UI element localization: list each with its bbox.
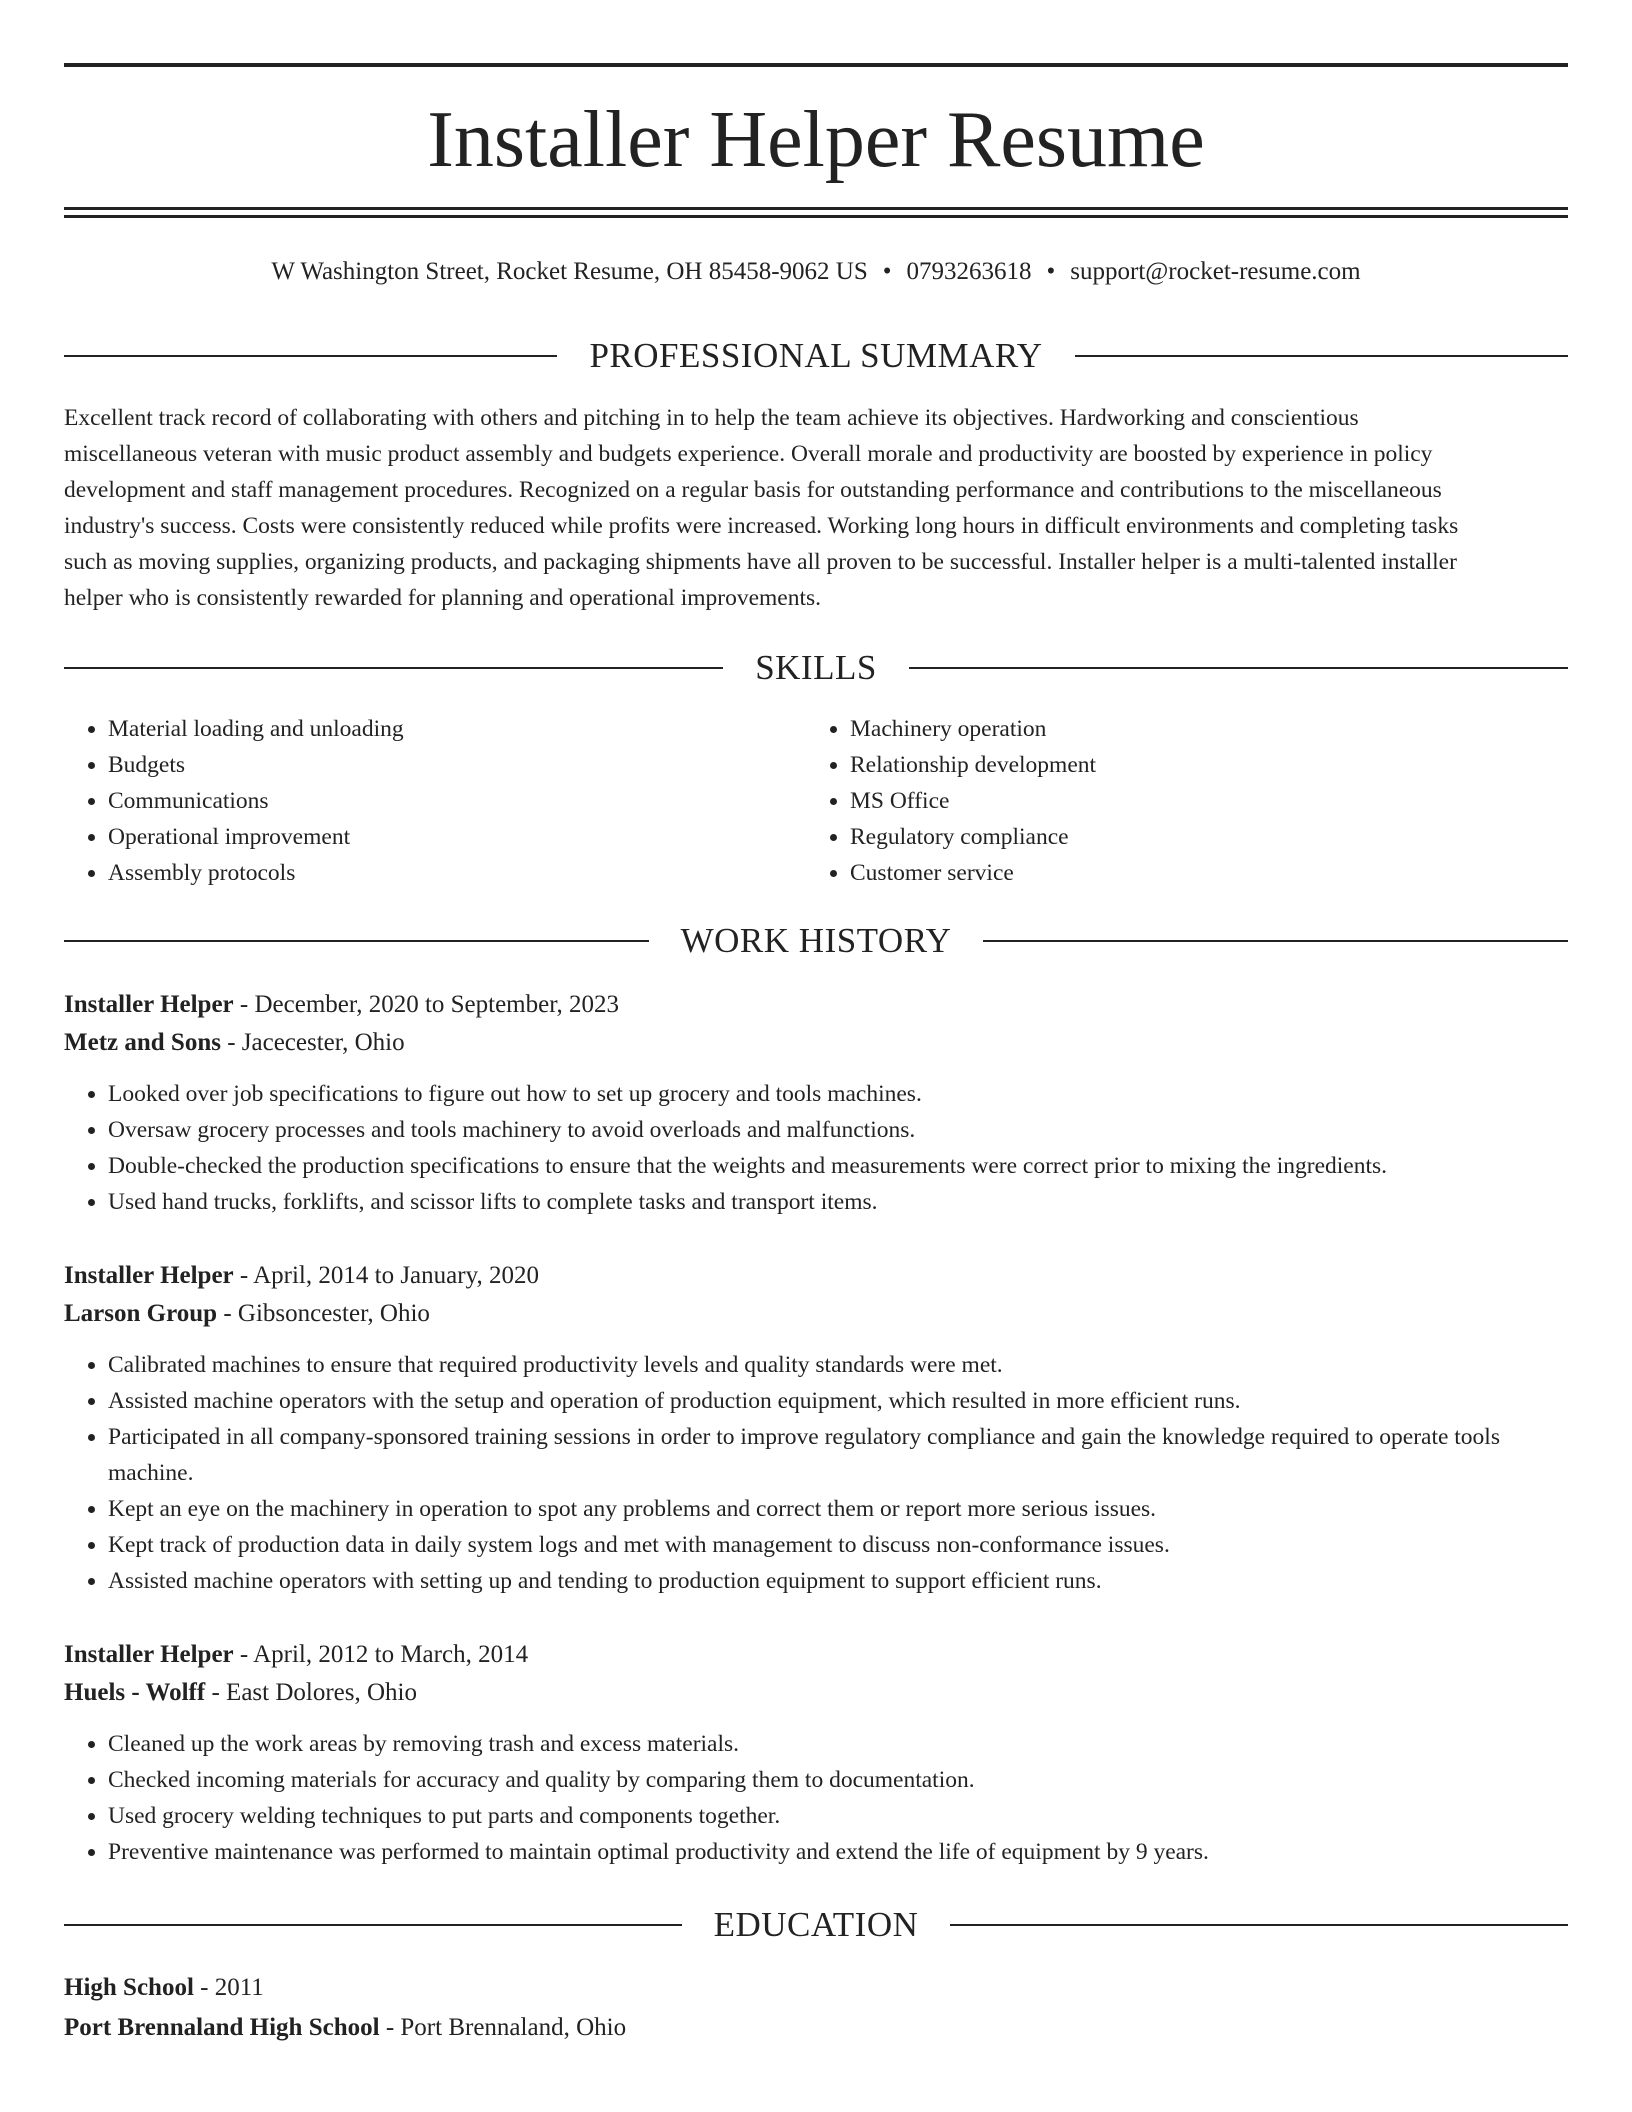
job-dates: - December, 2020 to September, 2023	[233, 991, 620, 1018]
job-company: Metz and Sons	[64, 1029, 221, 1056]
job-bullet: • Preventive maintenance was performed to maintain optimal productivity and extend the life of equipment by 9 years.	[108, 1834, 1568, 1870]
job-bullet: • Used grocery welding techniques to put parts and components together.	[108, 1798, 1568, 1834]
summary-line: development and staff management procedures. Recognized on a regular basis for outstanding performance and contributions to the miscellaneous	[64, 477, 1442, 503]
job-title-line	[64, 1636, 1568, 1674]
job-entry	[64, 986, 1568, 1220]
skill-item: • Communications	[108, 783, 806, 819]
job-title: Installer Helper	[64, 1262, 234, 1289]
job-location: - Jacecester, Ohio	[220, 1029, 405, 1056]
job-location: - Gibsoncester, Ohio	[217, 1300, 430, 1327]
divider	[1075, 355, 1568, 357]
summary-line: Excellent track record of collaborating with others and pitching in to help the team achieve its objectives. Hardworking and conscientious	[64, 405, 1359, 431]
contact-phone: 0793263618	[906, 258, 1032, 285]
job-bullet: • Kept an eye on the machinery in operation to spot any problems and correct them or report more serious issues.	[108, 1491, 1568, 1527]
section-title: EDUCATION	[713, 1905, 919, 1944]
section-heading-summary	[64, 334, 1568, 378]
section-heading-skills	[64, 646, 1568, 690]
job-location: - East Dolores, Ohio	[205, 1679, 417, 1706]
job-title-line	[64, 986, 1568, 1024]
summary-line: helper who is consistently rewarded for planning and operational improvements.	[64, 585, 822, 611]
job-title: Installer Helper	[64, 991, 234, 1018]
job-company: Larson Group	[64, 1300, 218, 1327]
job-bullets	[64, 1347, 1568, 1599]
contact-separator: •	[1046, 258, 1056, 285]
skills-list	[64, 711, 1568, 891]
section-heading-education	[64, 1903, 1568, 1947]
summary-line: industry's success. Costs were consistently reduced while profits were increased. Working long hours in difficult environments and completing tasks	[64, 513, 1459, 539]
skill-item: • Regulatory compliance	[850, 819, 1548, 855]
skill-item: • Operational improvement	[108, 819, 806, 855]
summary-paragraph	[64, 400, 1568, 616]
job-company-line	[64, 1295, 1568, 1333]
divider	[983, 940, 1568, 942]
job-bullet: • Used hand trucks, forklifts, and scissor lifts to complete tasks and transport items.	[108, 1184, 1568, 1220]
education-school-line	[64, 2008, 1568, 2048]
job-bullet: • Double-checked the production specifications to ensure that the weights and measurements were correct prior to mixing the ingredients.	[108, 1148, 1568, 1184]
job-bullet: • Calibrated machines to ensure that required productivity levels and quality standards were met.	[108, 1347, 1568, 1383]
education-degree-line	[64, 1968, 1568, 2008]
education-entry	[64, 1968, 1568, 2048]
divider	[950, 1924, 1568, 1926]
job-bullet: • Assisted machine operators with the setup and operation of production equipment, which resulted in more efficient runs.	[108, 1383, 1568, 1419]
summary-line: such as moving supplies, organizing products, and packaging shipments have all proven to be successful. Installer helper is a multi-talented installer	[64, 549, 1457, 575]
job-dates: - April, 2012 to March, 2014	[233, 1641, 529, 1668]
divider	[64, 667, 723, 669]
job-entry	[64, 1636, 1568, 1870]
skills-column-left	[64, 711, 806, 891]
education-year: - 2011	[193, 1974, 264, 2001]
job-bullet: • Looked over job specifications to figure out how to set up grocery and tools machines.	[108, 1076, 1568, 1112]
job-bullet: • Oversaw grocery processes and tools machinery to avoid overloads and malfunctions.	[108, 1112, 1568, 1148]
summary-line: miscellaneous veteran with music product assembly and budgets experience. Overall morale and productivity are boosted by experience in policy	[64, 441, 1433, 467]
contact-line	[64, 254, 1568, 290]
job-bullets	[64, 1076, 1568, 1220]
skill-item: • Relationship development	[850, 747, 1548, 783]
divider	[909, 667, 1568, 669]
skill-item: • MS Office	[850, 783, 1548, 819]
education-degree: High School	[64, 1974, 194, 2001]
job-bullet: • Checked incoming materials for accuracy and quality by comparing them to documentation.	[108, 1762, 1568, 1798]
job-title: Installer Helper	[64, 1641, 234, 1668]
section-title: WORK HISTORY	[680, 921, 952, 960]
section-title: PROFESSIONAL SUMMARY	[589, 336, 1043, 375]
job-bullets	[64, 1726, 1568, 1870]
education-school: Port Brennaland High School	[64, 2014, 380, 2041]
title-double-rule	[64, 207, 1568, 218]
divider	[64, 940, 649, 942]
job-title-line	[64, 1257, 1568, 1295]
section-title: SKILLS	[755, 648, 877, 687]
contact-separator: •	[882, 258, 892, 285]
skill-item: • Machinery operation	[850, 711, 1548, 747]
job-bullet: • Participated in all company-sponsored training sessions in order to improve regulatory compliance and gain the knowledge required to operate tools machine.	[108, 1419, 1568, 1491]
section-heading-work-history	[64, 919, 1568, 963]
skill-item: • Customer service	[850, 855, 1548, 891]
job-company-line	[64, 1674, 1568, 1712]
skill-item: • Material loading and unloading	[108, 711, 806, 747]
divider	[64, 355, 557, 357]
job-bullet: • Cleaned up the work areas by removing trash and excess materials.	[108, 1726, 1568, 1762]
education-location: - Port Brennaland, Ohio	[379, 2014, 627, 2041]
job-dates: - April, 2014 to January, 2020	[233, 1262, 539, 1289]
job-company: Huels - Wolff	[64, 1679, 206, 1706]
skills-column-right	[806, 711, 1548, 891]
job-bullet: • Kept track of production data in daily system logs and met with management to discuss non-conformance issues.	[108, 1527, 1568, 1563]
skill-item: • Assembly protocols	[108, 855, 806, 891]
skill-item: • Budgets	[108, 747, 806, 783]
divider	[64, 1924, 682, 1926]
job-entry	[64, 1257, 1568, 1599]
contact-address: W Washington Street, Rocket Resume, OH 85458-9062 US	[271, 258, 868, 285]
job-bullet: • Assisted machine operators with setting up and tending to production equipment to support efficient runs.	[108, 1563, 1568, 1599]
job-company-line	[64, 1024, 1568, 1062]
resume-title: Installer Helper Resume	[427, 96, 1205, 184]
top-rule	[64, 63, 1568, 67]
contact-email: support@rocket-resume.com	[1070, 258, 1361, 285]
